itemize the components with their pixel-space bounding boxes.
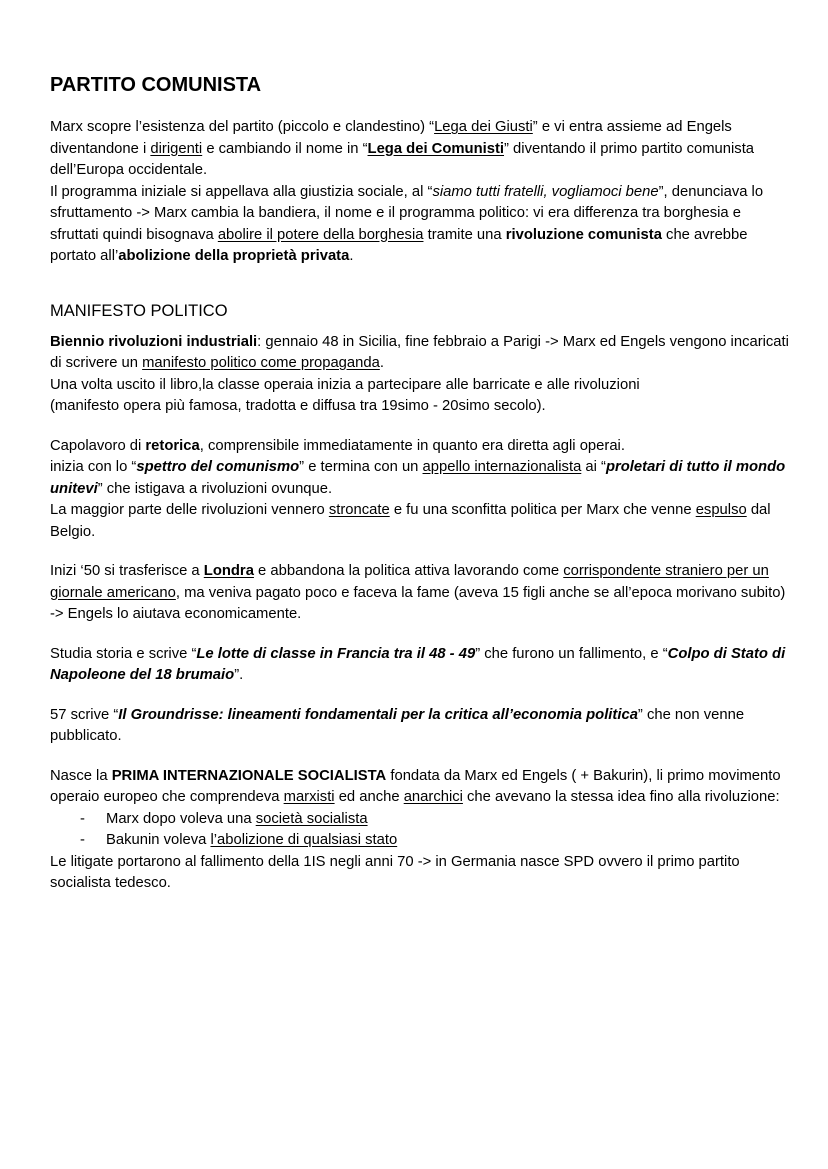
paragraph-spacer xyxy=(50,687,790,705)
text-run: corrispondente straniero per un giornale americano xyxy=(50,563,769,601)
paragraph xyxy=(50,852,790,895)
list-bullet: - xyxy=(80,832,85,848)
text-run: ” e termina con un xyxy=(299,459,423,475)
text-run: spettro del comunismo xyxy=(136,459,300,475)
paragraph-spacer xyxy=(50,268,790,286)
paragraph xyxy=(50,117,790,182)
text-run: , ma veniva pagato poco e faceva la fame (aveva 15 figli anche se all’epoca morivano subito) -> Engels lo aiutava economicamente. xyxy=(50,584,786,622)
document-title xyxy=(50,74,790,97)
text-run: siamo tutti fratelli, vogliamoci bene xyxy=(432,183,659,200)
text-run: Lega dei Giusti xyxy=(434,119,533,135)
text-run: Bakunin voleva xyxy=(106,832,211,848)
text-run: che avevano la stessa idea fino alla rivoluzione: xyxy=(462,789,780,805)
text-run: abolizione della proprietà privata xyxy=(118,248,350,264)
paragraph xyxy=(50,457,790,500)
list-item xyxy=(50,809,790,831)
paragraph xyxy=(50,561,790,626)
paragraph xyxy=(50,766,790,809)
text-run: l’abolizione di qualsiasi stato xyxy=(210,832,398,848)
text-run: Marx scopre l’esistenza del partito (piccolo e clandestino) “ xyxy=(50,119,435,135)
paragraph-spacer xyxy=(50,748,790,766)
text-run: , comprensibile immediatamente in quanto era diretta agli operai. xyxy=(199,437,625,454)
text-run: Lega dei Comunisti xyxy=(367,140,505,157)
text-run: . xyxy=(379,355,384,371)
paragraph xyxy=(50,332,790,375)
text-run: ” che furono un fallimento, e “ xyxy=(475,645,668,662)
text-run: Una volta uscito il libro,la classe operaia inizia a partecipare alle barricate e alle rivoluzioni xyxy=(50,376,640,393)
text-run: MANIFESTO POLITICO xyxy=(50,301,228,320)
text-run: società socialista xyxy=(255,810,368,827)
text-run: La maggior parte delle rivoluzioni vennero xyxy=(50,502,329,518)
text-run: dirigenti xyxy=(150,140,203,157)
text-run: inizia con lo “ xyxy=(50,459,137,475)
text-run: manifesto politico come propaganda xyxy=(142,355,380,371)
text-run: che avrebbe portato all’ xyxy=(50,226,748,264)
text-run: Capolavoro di xyxy=(50,437,146,454)
text-run: rivoluzione comunista xyxy=(505,226,662,243)
text-run: marxisti xyxy=(283,789,335,805)
text-run: tramite una xyxy=(423,226,506,243)
text-run: dal Belgio. xyxy=(50,502,771,540)
text-run: stroncate xyxy=(328,502,390,518)
text-run: proletari di tutto il mondo unitevi xyxy=(50,459,786,497)
text-run: Biennio rivoluzioni industriali xyxy=(50,333,258,350)
paragraph xyxy=(50,182,790,268)
text-run: fondata da Marx ed Engels ( + Bakurin), li primo movimento operaio europeo che comprendeva xyxy=(50,767,781,805)
paragraph-spacer xyxy=(50,418,790,436)
text-run: e fu una sconfitta politica per Marx che venne xyxy=(389,502,696,518)
text-run: espulso xyxy=(695,502,747,518)
text-run: ai “ xyxy=(581,459,606,475)
text-run: : gennaio 48 in Sicilia, fine febbraio a Parigi -> Marx ed Engels vengono incaricati di scrivere un xyxy=(50,333,789,371)
text-run: appello internazionalista xyxy=(422,459,582,475)
text-run: Le litigate portarono al fallimento della 1IS negli anni 70 -> in Germania nasce SPD ovvero il primo partito socialista tedesco. xyxy=(50,853,740,891)
text-run: ”. xyxy=(234,667,244,683)
text-run: retorica xyxy=(145,437,200,454)
text-run: . xyxy=(349,248,354,264)
text-run: (manifesto opera più famosa, tradotta e diffusa tra 19simo - 20simo secolo). xyxy=(50,398,546,414)
list-item xyxy=(50,830,790,852)
text-run: e cambiando il nome in “ xyxy=(202,140,368,157)
text-run: Colpo di Stato di Napoleone del 18 brumaio xyxy=(50,645,786,683)
text-run: Inizi ‘50 si trasferisce a xyxy=(50,563,204,579)
text-run: e abbandona la politica attiva lavorando come xyxy=(253,563,564,579)
text-run: Marx dopo voleva una xyxy=(106,810,256,827)
text-run: abolire il potere della borghesia xyxy=(217,226,424,243)
text-run: Il programma iniziale si appellava alla giustizia sociale, al “ xyxy=(50,183,433,200)
paragraph-spacer xyxy=(50,626,790,644)
paragraph xyxy=(50,500,790,543)
text-run: PRIMA INTERNAZIONALE SOCIALISTA xyxy=(111,767,387,784)
text-run: ed anche xyxy=(334,789,404,805)
paragraph xyxy=(50,375,790,397)
text-run: Nasce la xyxy=(50,767,112,784)
text-run: Londra xyxy=(203,563,254,579)
text-run: 57 scrive “ xyxy=(50,706,119,723)
document-body xyxy=(50,74,790,895)
text-run: ” che istigava a rivoluzioni ovunque. xyxy=(97,480,333,497)
paragraph xyxy=(50,644,790,687)
text-run: anarchici xyxy=(403,789,463,805)
list-bullet: - xyxy=(80,810,85,827)
paragraph xyxy=(50,705,790,748)
paragraph xyxy=(50,436,790,458)
text-run: ”, denunciava lo sfruttamento -> Marx cambia la bandiera, il nome e il programma politico: vi era differenza tra borghesia e sfruttati quindi bisognava xyxy=(50,183,764,243)
text-run: ” e vi entra assieme ad Engels diventandone i xyxy=(50,119,732,157)
text-run: PARTITO COMUNISTA xyxy=(50,74,262,96)
text-run: ” che non venne pubblicato. xyxy=(50,706,745,744)
section-heading xyxy=(50,301,790,322)
paragraph xyxy=(50,396,790,418)
text-run: Le lotte di classe in Francia tra il 48 - 49 xyxy=(196,645,476,662)
paragraph-spacer xyxy=(50,543,790,561)
text-run: Studia storia e scrive “ xyxy=(50,645,197,662)
text-run: ” diventando il primo partito comunista dell’Europa occidentale. xyxy=(50,140,755,178)
text-run: Il Groundrisse: lineamenti fondamentali per la critica all’economia politica xyxy=(118,706,638,723)
